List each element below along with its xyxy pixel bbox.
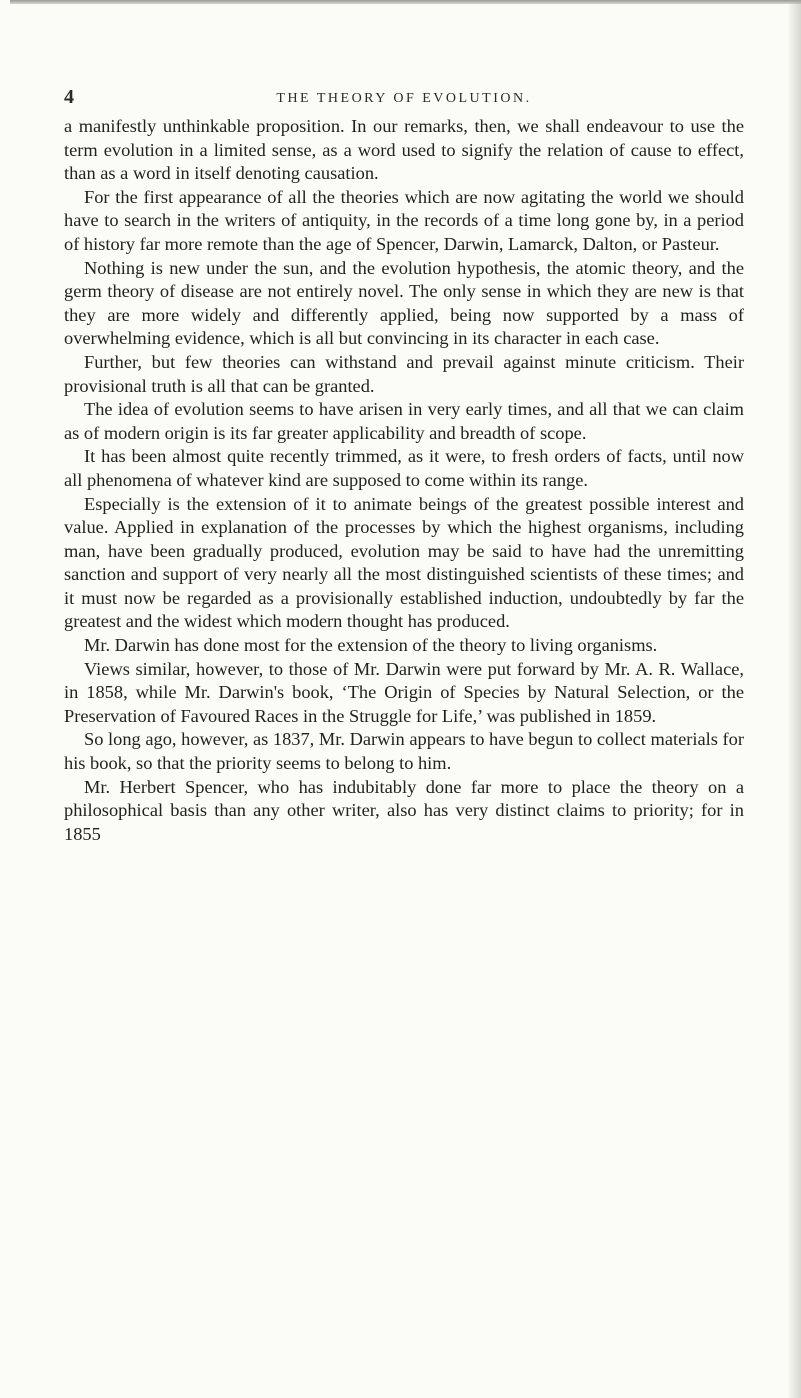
paragraph: Further, but few theories can withstand and prevail against minute criticism. Their provisional truth is all that can be granted.	[64, 351, 744, 396]
page-top-edge	[10, 0, 801, 4]
paragraph-continued: a manifestly unthinkable proposition. In our remarks, then, we shall endeavour to use the term evolution in a limited sense, as a word used to signify the relation of cause to effect, than as a word in itself denoting causation.	[64, 116, 744, 184]
paragraph: Especially is the extension of it to animate beings of the greatest possible interest and value. Applied in explanation of the processes by which the highest organisms, including man, have been gradually produced, evolution may be said to have had the unremitting sanction and support of very nearly all the most distinguished scientists of these times; and it must now be regarded as a provisionally established induction, undoubtedly by far the greatest and the widest which modern thought has produced.	[64, 493, 744, 632]
paragraph: Mr. Darwin has done most for the extension of the theory to living organisms.	[84, 635, 658, 656]
paragraph: Views similar, however, to those of Mr. Darwin were put forward by Mr. A. R. Wallace, in 1858, while Mr. Darwin's book, ‘The Origin of Species by Natural Selection, or the Preservation of Favoured Races in the Struggle for Life,’ was published in 1859.	[64, 658, 744, 726]
page-header	[64, 86, 744, 116]
body-text	[64, 115, 744, 846]
paragraph: It has been almost quite recently trimmed, as it were, to fresh orders of facts, until now all phenomena of whatever kind are supposed to come within its range.	[64, 446, 744, 490]
running-title: THE THEORY OF EVOLUTION.	[276, 91, 532, 106]
paragraph: So long ago, however, as 1837, Mr. Darwin appears to have begun to collect materials for his book, so that the priority seems to belong to him.	[64, 729, 744, 774]
paragraph: The idea of evolution seems to have arisen in very early times, and all that we can claim as of modern origin is its far greater applicability and breadth of scope.	[64, 399, 744, 443]
paragraph: Mr. Herbert Spencer, who has indubitably done far more to place the theory on a philosophical basis than any other writer, also has very distinct claims to priority; for in 1855	[64, 776, 744, 844]
paragraph: Nothing is new under the sun, and the evolution hypothesis, the atomic theory, and the germ theory of disease are not entirely novel. The only sense in which they are new is that they are more widely and differently applied, being now supported by a mass of overwhelming evidence, which is all but convincing in its character in each case.	[64, 257, 744, 349]
page-number: 4	[64, 86, 74, 108]
paragraph: For the first appearance of all the theories which are now agitating the world we should have to search in the writers of antiquity, in the records of a time long gone by, in a period of history far more remote than the age of Spencer, Darwin, Lamarck, Dalton, or Pasteur.	[64, 186, 744, 254]
page-right-edge-shadow	[787, 0, 801, 1398]
